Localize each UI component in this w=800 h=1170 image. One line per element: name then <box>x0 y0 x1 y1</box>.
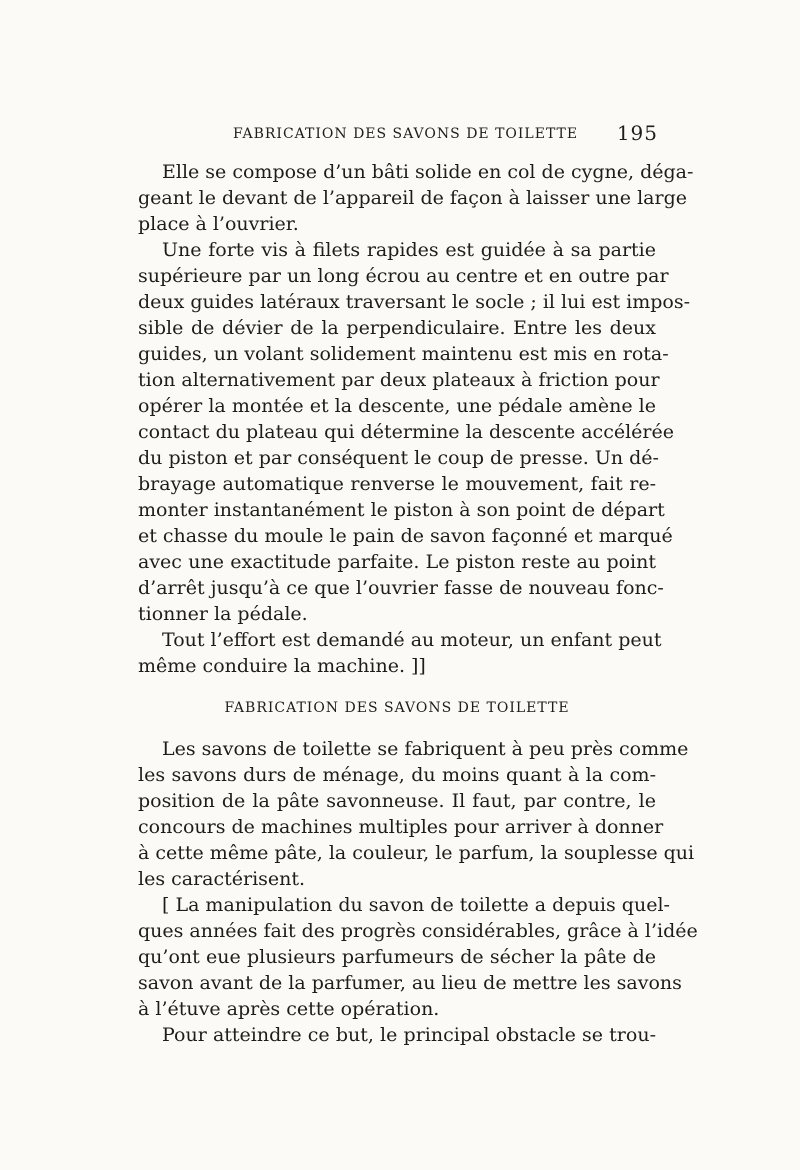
text-line: brayage automatique renverse le mouvement, fait re- <box>138 473 656 495</box>
text-line: concours de machines multiples pour arriver à donner <box>138 816 664 838</box>
text-line: supérieure par un long écrou au centre et en outre par <box>138 265 669 287</box>
page-number: 195 <box>616 121 658 145</box>
text-line: Elle se compose d’un bâti solide en col de cygne, déga- <box>162 161 694 183</box>
text-line: deux guides latéraux traversant le socle ; il lui est impos- <box>138 291 691 313</box>
text-line: Une forte vis à filets rapides est guidée à sa partie <box>162 239 656 261</box>
text-line: et chasse du moule le pain de savon façonné et marqué <box>138 525 673 547</box>
text-line: d’arrêt jusqu’à ce que l’ouvrier fasse de nouveau fonc- <box>138 577 664 599</box>
running-head <box>138 120 658 146</box>
text-line: Les savons de toilette se fabriquent à peu près comme <box>162 738 689 760</box>
text-line: savon avant de la parfumer, au lieu de mettre les savons <box>138 972 682 994</box>
text-line: [ La manipulation du savon de toilette a depuis quel- <box>162 894 670 916</box>
text-line: sible de dévier de la perpendiculaire. Entre les deux <box>138 317 656 339</box>
text-line: tionner la pédale. <box>138 603 308 625</box>
text-line: à cette même pâte, la couleur, le parfum, la souplesse qui <box>138 842 695 864</box>
text-line: même conduire la machine. ]] <box>138 655 426 677</box>
section-heading: FABRICATION DES SAVONS DE TOILETTE <box>224 700 570 716</box>
text-line: du piston et par conséquent le coup de presse. Un dé- <box>138 447 659 469</box>
text-line: place à l’ouvrier. <box>138 213 299 235</box>
text-line: avec une exactitude parfaite. Le piston reste au point <box>138 551 656 573</box>
text-line: les caractérisent. <box>138 868 306 890</box>
text-line: les savons durs de ménage, du moins quant à la com- <box>138 764 656 786</box>
text-line: tion alternativement par deux plateaux à friction pour <box>138 369 660 391</box>
text-line: à l’étuve après cette opération. <box>138 998 440 1020</box>
running-title: FABRICATION DES SAVONS DE TOILETTE <box>233 126 579 142</box>
text-line: qu’ont eue plusieurs parfumeurs de sécher la pâte de <box>138 946 656 968</box>
text-line: guides, un volant solidement maintenu est mis en rota- <box>138 343 669 365</box>
text-line: Pour atteindre ce but, le principal obstacle se trou- <box>162 1024 656 1046</box>
text-line: geant le devant de l’appareil de façon à laisser une large <box>138 187 687 209</box>
text-line: Tout l’effort est demandé au moteur, un enfant peut <box>162 629 662 651</box>
text-line: opérer la montée et la descente, une pédale amène le <box>138 395 656 417</box>
text-line: position de la pâte savonneuse. Il faut, par contre, le <box>138 790 656 812</box>
text-line: contact du plateau qui détermine la descente accélérée <box>138 421 674 443</box>
text-line: ques années fait des progrès considérables, grâce à l’idée <box>138 920 698 942</box>
text-line: monter instantanément le piston à son point de départ <box>138 499 665 521</box>
